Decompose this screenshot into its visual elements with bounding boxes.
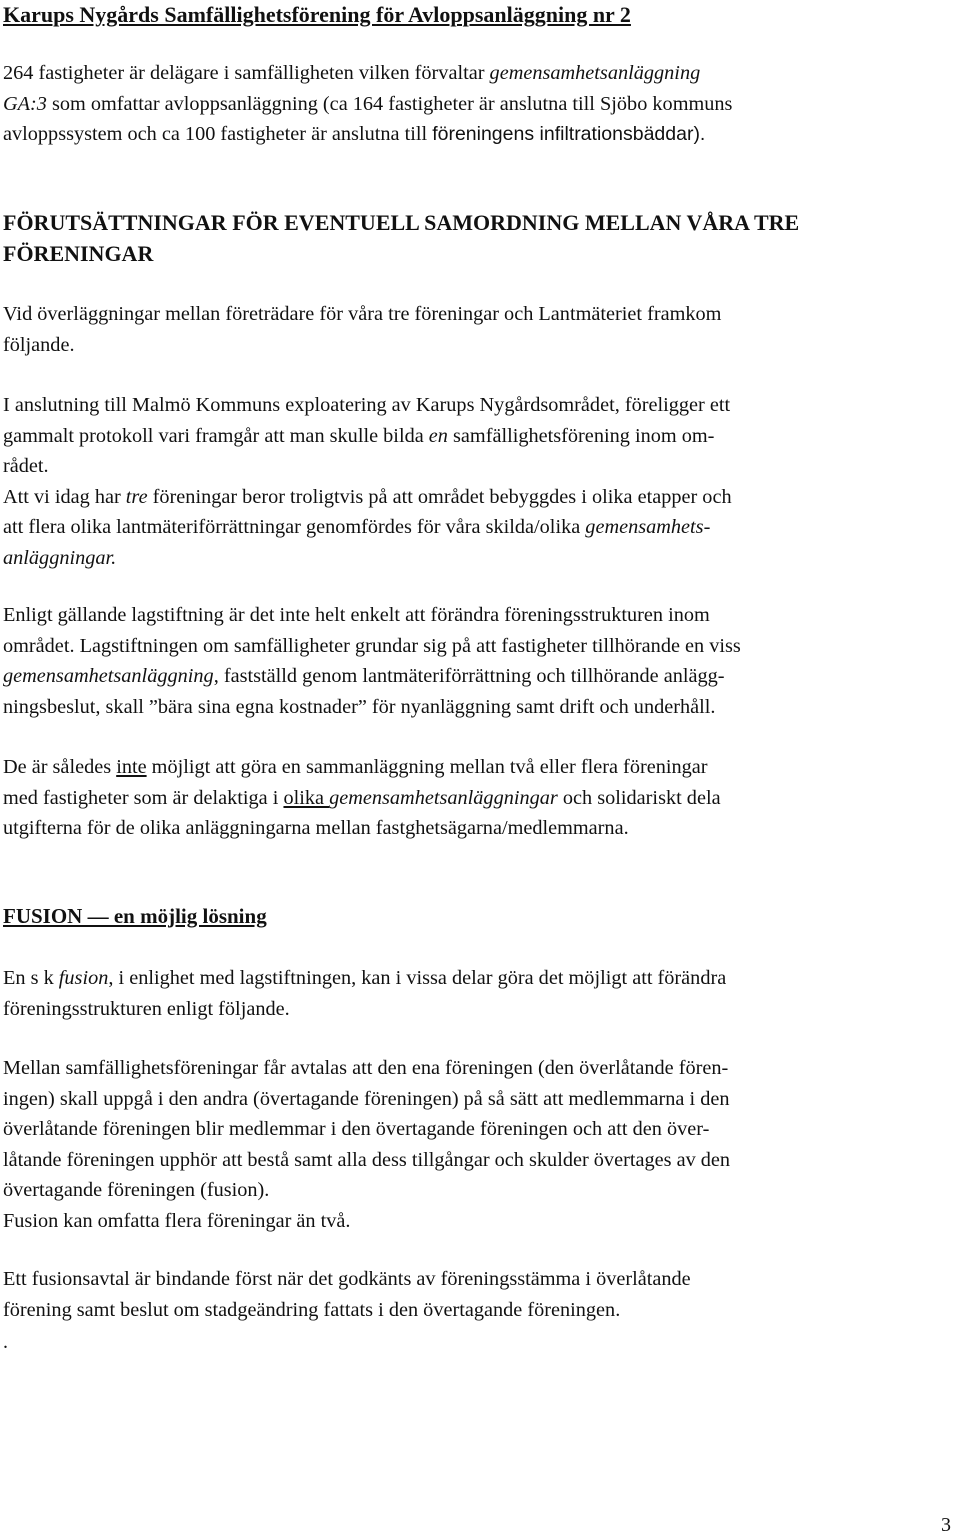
section-heading-samordning: FÖRUTSÄTTNINGAR FÖR EVENTUELL SAMORDNING MELLAN VÅRA TRE FÖRENINGAR xyxy=(3,210,800,266)
trailing-dot: . xyxy=(3,1331,8,1353)
paragraph-lagstiftning: Enligt gällande lagstiftning är det inte helt enkelt att förändra föreningsstrukturen inom området. Lagstiftningen om samfälligheter grundar sig på att fastigheter tillhörande en viss gemensamhetsanläggning, fastställd genom lantmäteriförrättning och tillhörande anlägg- ningsbeslut, skall ”bära sina egna kostnader” för nyanläggning samt drift och underhåll. xyxy=(3,604,741,718)
paragraph-fusion-definition: Mellan samfällighetsföreningar får avtalas att den ena föreningen (den överlåtande fören- ingen) skall uppgå i den andra (övertagande föreningen) på så sätt att medlemmarna i den överlåtande föreningen blir medlemmar i den övertagande föreningen och att den över- låtande föreningen upphör att bestå samt alla dess tillgångar och skulder övertages av den övertagande föreningen (fusion). Fusion kan omfatta flera föreningar än två. xyxy=(3,1057,731,1232)
paragraph-sammanlaggning: De är således inte möjligt att göra en sammanläggning mellan två eller flera föreningar med fastigheter som är delaktiga i olika gemensamhetsanläggningar och solidariskt dela utgifterna för de olika anläggningarna mellan fastghetsägarna/medlemmarna. xyxy=(3,756,721,839)
paragraph-fusionsavtal: Ett fusionsavtal är bindande först när det godkänts av föreningsstämma i överlåtande förening samt beslut om stadgeändring fattats i den övertagande föreningen. xyxy=(3,1268,691,1321)
paragraph-fusion-intro: En s k fusion, i enlighet med lagstiftningen, kan i vissa delar göra det möjligt att förändra föreningsstrukturen enligt följande. xyxy=(3,967,727,1020)
paragraph-overlaggningar: Vid överläggningar mellan företrädare för våra tre föreningar och Lantmäteriet framkom följande. xyxy=(3,303,722,356)
page-number: 3 xyxy=(941,1514,951,1536)
section-heading-fusion: FUSION — en möjlig lösning xyxy=(3,904,267,928)
intro-paragraph: 264 fastigheter är delägare i samfälligheten vilken förvaltar gemensamhetsanläggning GA:3 som omfattar avloppsanläggning (ca 164 fastigheter är anslutna till Sjöbo kommuns avloppssystem och ca 100 fastigheter är anslutna till föreningens infiltrationsbäddar). xyxy=(3,62,733,145)
paragraph-anslutning: I anslutning till Malmö Kommuns exploatering av Karups Nygårdsområdet, föreligger ett gammalt protokoll vari framgår att man skulle bilda en samfällighetsförening inom om- rådet. Att vi idag har tre föreningar beror troligtvis på att området bebyggdes i olika etapper och att flera olika lantmäteriförrättningar genomfördes för våra skilda/olika gemensamhets- anläggningar. xyxy=(3,394,732,569)
document-title: Karups Nygårds Samfällighetsförening för Avloppsanläggning nr 2 xyxy=(3,2,631,27)
